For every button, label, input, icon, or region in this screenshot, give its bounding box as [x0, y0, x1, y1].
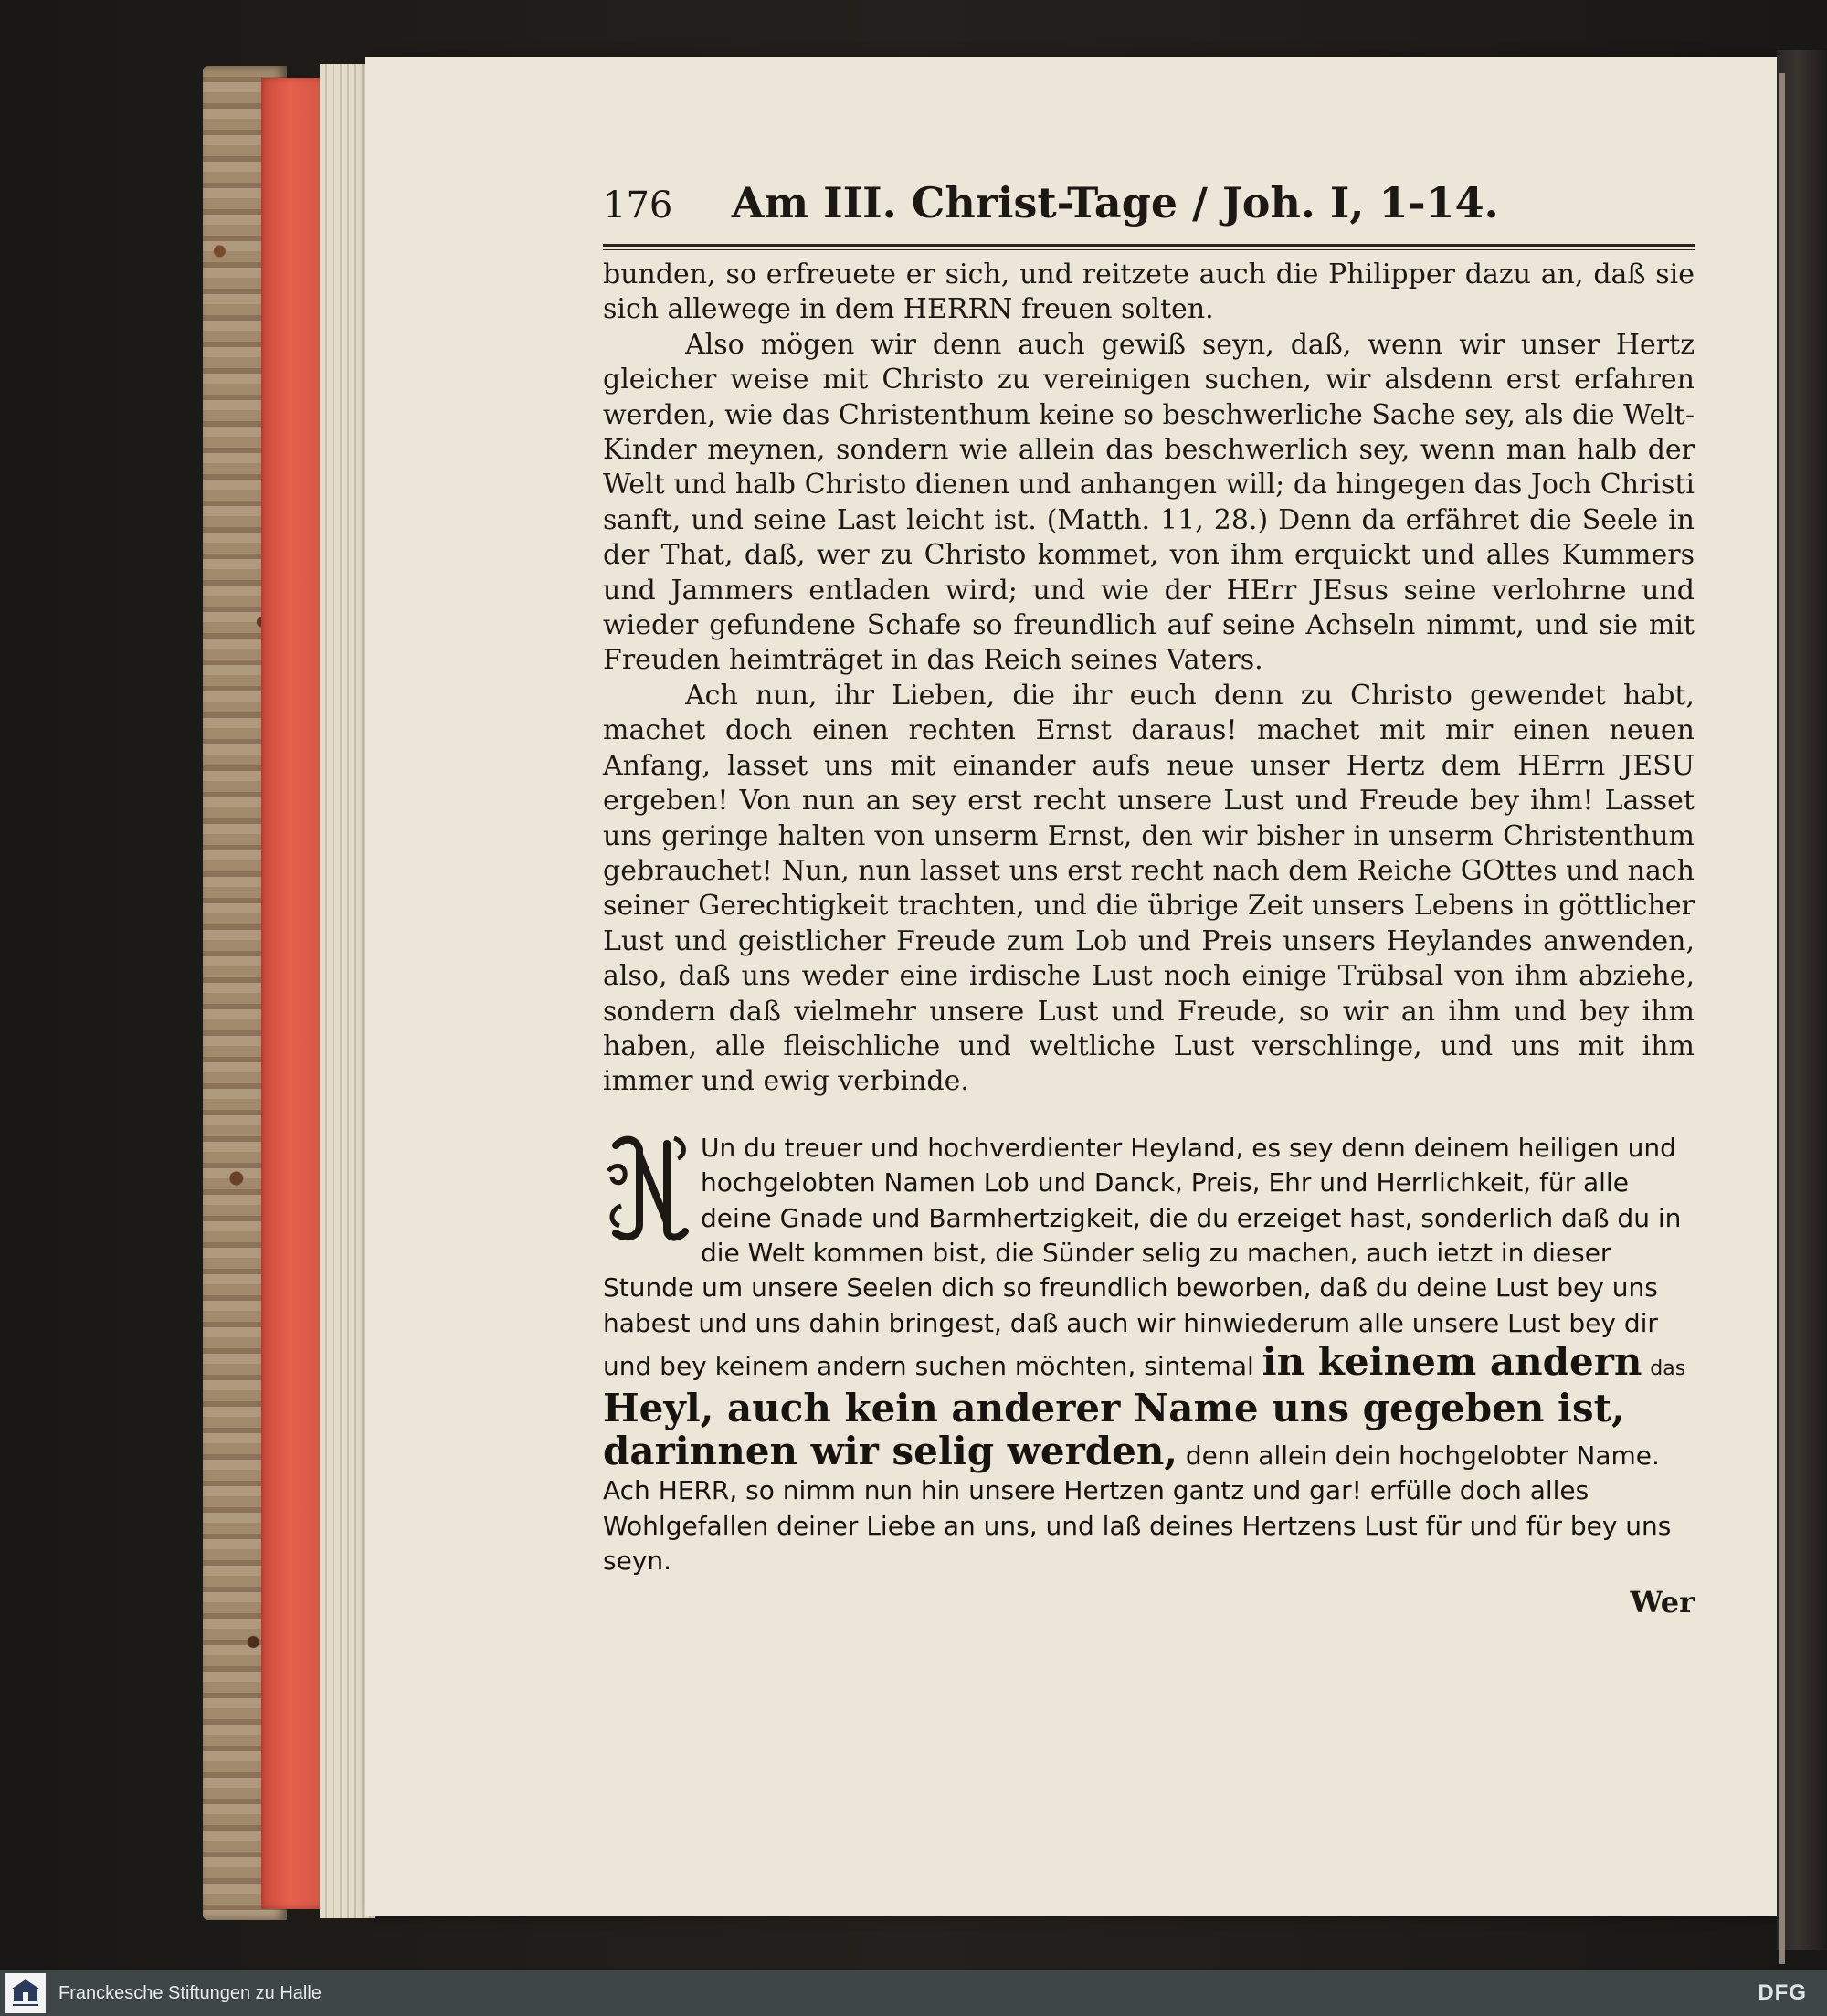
paragraph-continuation: bunden, so erfreuete er sich, und reitzete auch die Philipper dazu an, daß sie sich allewege in dem HERRN freuen solten.: [603, 259, 1695, 326]
paragraph-3: Ach nun, ihr Lieben, die ihr euch denn zu Christo gewendet habt, machet doch einen rechten Ernst daraus! machet mit mir einen neuen Anfang, lasset uns mit einander aufs neue unser Hertz dem HErrn JESU ergeben! Von nun an sey erst recht unsere Lust und Freude bey ihm! Lasset uns geringe halten von unserm Ernst, den wir bisher in unserm Christenthum gebrauchet! Nun, nun lasset uns erst recht nach dem Reiche GOttes und nach seiner Gerechtigkeit trachten, und die übrige Zeit unsers Lebens in göttlicher Lust und geistlicher Freude zum Lob und Preis unsers Heylandes anwenden, also, daß uns weder eine irdische Lust noch einige Trübsal von ihm abziehe, sondern daß vielmehr unsere Lust und Freude, so wir an ihm und bey ihm haben, alle fleischliche und weltliche Lust verschlinge, und uns mit ihm immer und ewig verbinde.: [603, 679, 1695, 1098]
institution-name[interactable]: Franckesche Stiftungen zu Halle: [58, 1982, 322, 2003]
closing-prayer: [603, 1131, 1695, 1579]
header-rule: [603, 244, 1695, 250]
running-head: Am III. Christ-Tage / Joh. I, 1-14.: [731, 178, 1499, 227]
page-header: [603, 178, 1695, 242]
institution-logo[interactable]: [5, 1973, 46, 2013]
prayer-text-part2: denn allein dein hochgelobter Name. Ach HERR, so nimm nun hin unsere Hertzen gantz und gar! erfülle doch alles Wohlgefallen deiner Liebe an uns, und laß deines Hertzens Lust für und für bey uns seyn.: [603, 1441, 1672, 1577]
page-number: 176: [603, 185, 673, 227]
catchword: Wer: [1630, 1584, 1695, 1620]
paragraph-2: Also mögen wir denn auch gewiß seyn, daß, wenn wir unser Hertz gleicher weise mit Christo zu vereinigen suchen, wir alsdenn erst erfahren werden, wie das Christenthum keine so beschwerliche Sache sey, als die Welt-Kinder meynen, sondern wie allein das beschwerlich sey, wenn man halb der Welt und halb Christo dienen und anhangen will; da hingegen das Joch Christi sanft, und seine Last leicht ist. (Matth. 11, 28.) Denn da erfähret die Seele in der That, daß, wer zu Christo kommet, von ihm erquickt und alles Kummers und Jammers entladen wird; und wie der HErr JEsus seine verlohrne und wieder gefundene Schafe so freundlich auf seine Achseln nimmt, und sie mit Freuden heimträget in das Reich seines Vaters.: [603, 328, 1695, 677]
emphasis-text-1: in keinem andern: [1262, 1339, 1642, 1385]
emphasis-article: das: [1650, 1357, 1686, 1381]
emphasis-text-2: Heyl, auch kein anderer Name uns gegeben ist, darinnen wir selig werden,: [603, 1385, 1625, 1473]
page-text-block: [603, 178, 1695, 1620]
dfg-logo[interactable]: DFG: [1758, 1980, 1807, 2005]
facing-page-strip: [1779, 73, 1785, 1964]
prayer-text-part1: Un du treuer und hochverdienter Heyland, es sey denn deinem heiligen und hochgelobten Namen Lob und Danck, Preis, Ehr und Herrlichkeit, für alle deine Gnade und Barmhertzigkeit, die du erzeiget hast, sonderlich daß du in die Welt kommen bist, die Sünder selig zu machen, auch ietzt in dieser Stunde um unsere Seelen dich so freundlich beworben, daß du deine Lust bey uns habest und uns dahin bringest, daß auch wir hinwiederum alle unsere Lust bey dir und bey keinem andern suchen möchten, sintemal: [603, 1132, 1682, 1382]
red-page-edges: [261, 78, 325, 1909]
ornamental-initial-n-icon: [603, 1135, 690, 1244]
viewer-footer-bar: [0, 1970, 1827, 2016]
francke-building-icon: [10, 1976, 41, 2011]
